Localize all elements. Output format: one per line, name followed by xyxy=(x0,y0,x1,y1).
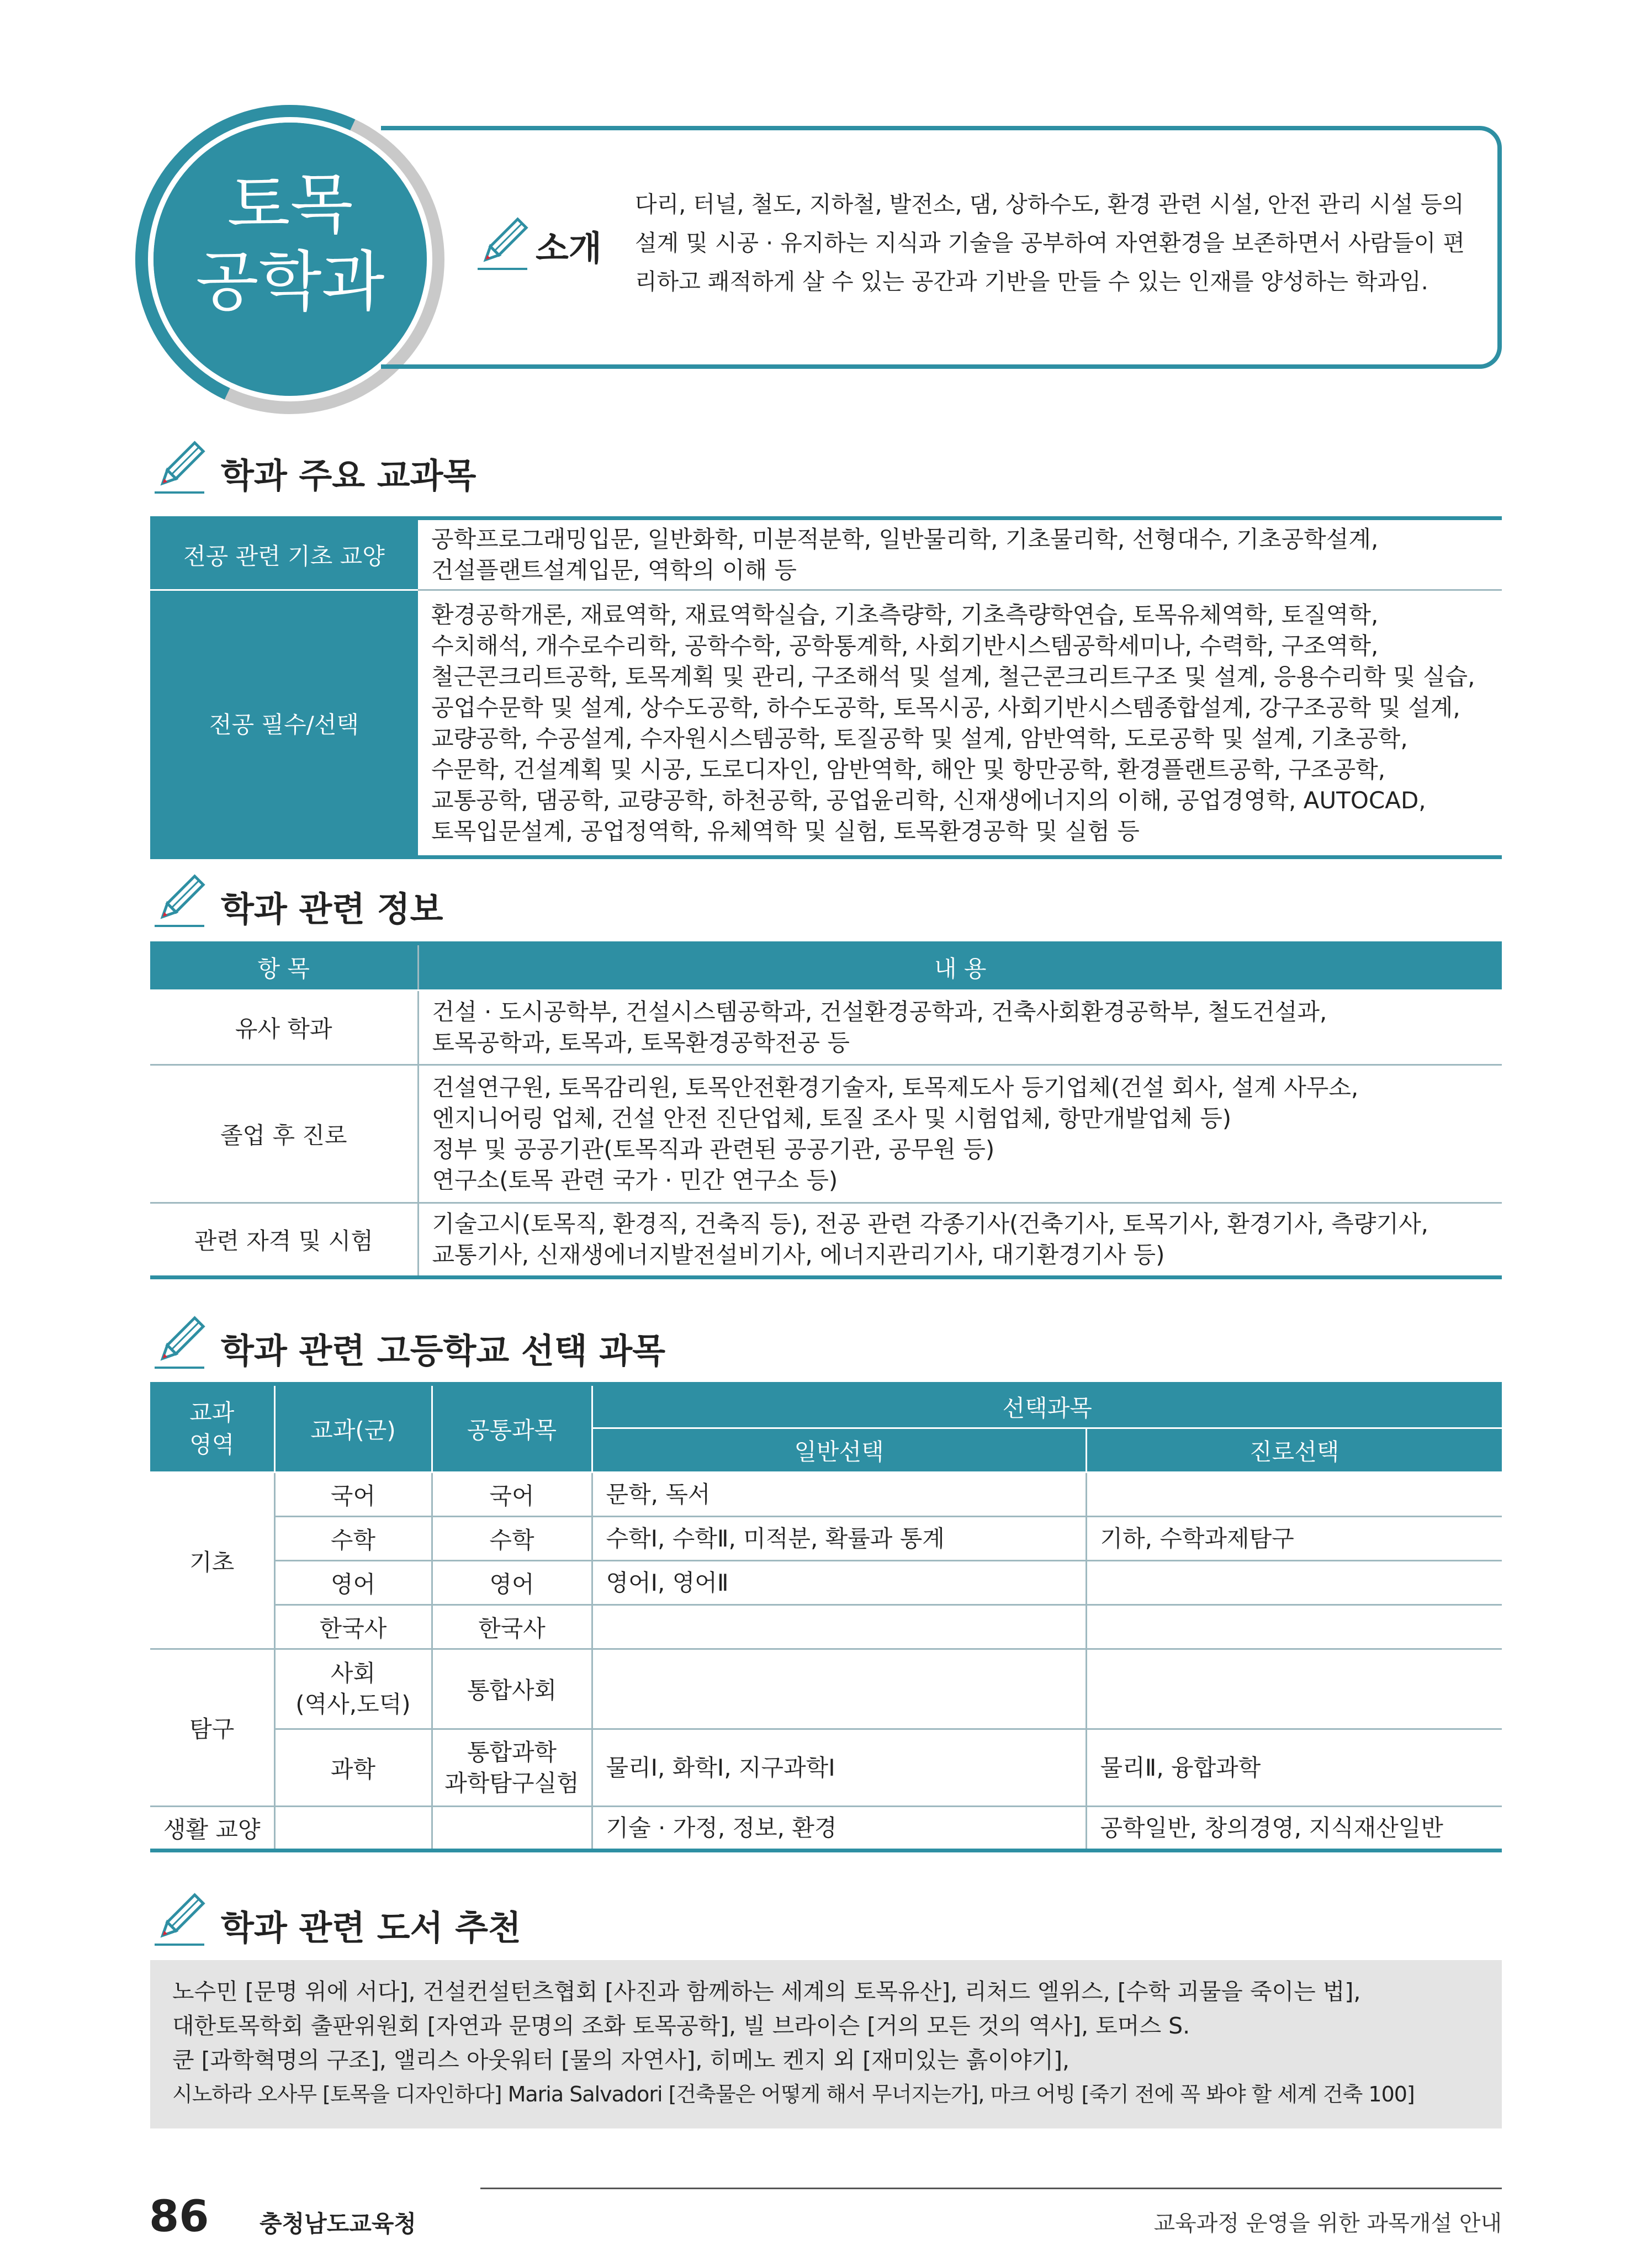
general-cell: 문학, 독서 xyxy=(592,1473,1086,1517)
group-cell: 과학 xyxy=(274,1729,432,1807)
group-cell: 사회 (역사,도덕) xyxy=(274,1649,432,1729)
table-row xyxy=(150,1473,1502,1517)
area-label: 탐구 xyxy=(150,1649,274,1807)
career-cell: 공학일반, 창의경영, 지식재산일반 xyxy=(1086,1807,1502,1851)
row-label: 전공 필수/선택 xyxy=(150,590,418,857)
general-cell: 수학Ⅰ, 수학Ⅱ, 미적분, 확률과 통계 xyxy=(592,1517,1086,1561)
table-row xyxy=(150,518,1502,590)
row-label: 유사 학과 xyxy=(150,991,418,1065)
career-cell: 물리Ⅱ, 융합과학 xyxy=(1086,1729,1502,1807)
row-label: 관련 자격 및 시험 xyxy=(150,1203,418,1278)
section-title: 학과 주요 교과목 xyxy=(221,456,476,496)
header-content: 내 용 xyxy=(418,944,1502,991)
intro-text: 다리, 터널, 철도, 지하철, 발전소, 댐, 상하수도, 환경 관련 시설, 안전 관리 시설 등의 설계 및 시공 · 유지하는 지식과 기술을 공부하여 자연환경을 보존하면서 사람들이 편리하고 쾌적하게 살 수 있는 공간과 기반을 만들 수 있는 인재를 양성하는 학과임. xyxy=(635,191,1465,295)
book-line: 노수민 [문명 위에 서다], 건설컨설턴츠협회 [사진과 함께하는 세계의 토목유산], 리처드 엘위스, [수학 괴물을 죽이는 법], xyxy=(172,1978,1361,2005)
row-label: 전공 관련 기초 교양 xyxy=(150,518,418,590)
major-courses-table xyxy=(150,516,1502,859)
general-cell xyxy=(592,1649,1086,1729)
header-item: 항 목 xyxy=(150,944,418,991)
pencil-icon xyxy=(149,1311,210,1374)
row-content: 건설 · 도시공학부, 건설시스템공학과, 건설환경공학과, 건축사회환경공학부, 철도건설과, 토목공학과, 토목과, 토목환경공학전공 등 xyxy=(418,991,1502,1065)
header-area: 교과 영역 xyxy=(150,1384,274,1473)
table-row xyxy=(150,1729,1502,1807)
table-row xyxy=(150,1605,1502,1649)
table-row xyxy=(150,1065,1502,1203)
hs-subjects-table xyxy=(150,1382,1502,1852)
pencil-icon xyxy=(149,436,210,499)
page-number: 86 xyxy=(149,2192,209,2242)
header-career: 진로선택 xyxy=(1086,1428,1502,1473)
career-cell xyxy=(1086,1649,1502,1729)
table-header-row xyxy=(150,944,1502,991)
publisher: 충청남도교육청 xyxy=(260,2210,417,2237)
row-label: 졸업 후 진로 xyxy=(150,1065,418,1203)
book-line: 쿤 [과학혁명의 구조], 앨리스 아웃워터 [물의 자연사], 히메노 켄지 외 [재미있는 흙이야기], xyxy=(172,2047,1070,2073)
footer-divider xyxy=(480,2188,1502,2189)
pencil-icon xyxy=(149,870,210,933)
row-content: 환경공학개론, 재료역학, 재료역학실습, 기초측량학, 기초측량학연습, 토목유체역학, 토질역학, 수치해석, 개수로수리학, 공학수학, 공학통계학, 사회기반시스템공학세미나, 수력학, 구조역학, 철근콘크리트공학, 토목계획 및 관리, 구조해석 및 설계, 철근콘크리트구조 및 설계, 응용수리학 및 실습, 공업수문학 및 설계, 상수도공학, 하수도공학, 토목시공, 사회기반시스템종합설계, 강구조공학 및 설계, 교량공학, 수공설계, 수자원시스템공학, 토질공학 및 설계, 암반역학, 도로공학 및 설계, 기초공학, 수문학, 건설계획 및 시공, 도로디자인, 암반역학, 해안 및 항만공학, 환경플랜트공학, 구조공학, 교통공학, 댐공학, 교량공학, 하천공학, 공업윤리학, 신재생에너지의 이해, 공업경영학, AUTOCAD, 토목입문설계, 공업정역학, 유체역학 및 실험, 토목환경공학 및 실험 등 xyxy=(418,590,1502,857)
table-row xyxy=(150,590,1502,857)
career-cell xyxy=(1086,1561,1502,1605)
group-cell: 수학 xyxy=(274,1517,432,1561)
general-cell: 기술 · 가정, 정보, 환경 xyxy=(592,1807,1086,1851)
pencil-icon xyxy=(149,1888,210,1951)
career-cell xyxy=(1086,1605,1502,1649)
common-cell: 수학 xyxy=(432,1517,592,1561)
table-row xyxy=(150,1203,1502,1278)
footer-title: 교육과정 운영을 위한 과목개설 안내 xyxy=(1153,2211,1502,2236)
common-cell: 통합과학 과학탐구실험 xyxy=(432,1729,592,1807)
common-cell xyxy=(432,1807,592,1851)
general-cell: 물리Ⅰ, 화학Ⅰ, 지구과학Ⅰ xyxy=(592,1729,1086,1807)
header-elective: 선택과목 xyxy=(592,1384,1502,1428)
intro-label: 소개 xyxy=(536,228,602,268)
header-group: 교과(군) xyxy=(274,1384,432,1473)
group-cell xyxy=(274,1807,432,1851)
general-cell xyxy=(592,1605,1086,1649)
area-label: 기초 xyxy=(150,1473,274,1649)
table-header-row xyxy=(150,1384,1502,1428)
common-cell: 통합사회 xyxy=(432,1649,592,1729)
pencil-icon xyxy=(472,213,533,276)
group-cell: 영어 xyxy=(274,1561,432,1605)
header-general: 일반선택 xyxy=(592,1428,1086,1473)
common-cell: 국어 xyxy=(432,1473,592,1517)
table-row xyxy=(150,991,1502,1065)
dept-info-table xyxy=(150,941,1502,1279)
book-line: 대한토목학회 출판위원회 [자연과 문명의 조화 토목공학], 빌 브라이슨 [거의 모든 것의 역사], 토머스 S. xyxy=(172,2013,1190,2039)
table-row xyxy=(150,1517,1502,1561)
table-row xyxy=(150,1561,1502,1605)
row-content: 기술고시(토목직, 환경직, 건축직 등), 전공 관련 각종기사(건축기사, 토목기사, 환경기사, 측량기사, 교통기사, 신재생에너지발전설비기사, 에너지관리기사, 대기환경기사 등) xyxy=(418,1203,1502,1278)
common-cell: 한국사 xyxy=(432,1605,592,1649)
section-title: 학과 관련 정보 xyxy=(221,889,443,929)
header-common: 공통과목 xyxy=(432,1384,592,1473)
book-line: 시노하라 오사무 [토목을 디자인하다] Maria Salvadori [건축물은 어떻게 해서 무너지는가], 마크 어빙 [죽기 전에 꼭 봐야 할 세계 건축 100] xyxy=(172,2082,1415,2106)
general-cell: 영어Ⅰ, 영어Ⅱ xyxy=(592,1561,1086,1605)
row-content: 건설연구원, 토목감리원, 토목안전환경기술자, 토목제도사 등기업체(건설 회사, 설계 사무소, 엔지니어링 업체, 건설 안전 진단업체, 토질 조사 및 시험업체, 항만개발업체 등) 정부 및 공공기관(토목직과 관련된 공공기관, 공무원 등) 연구소(토목 관련 국가 · 민간 연구소 등) xyxy=(418,1065,1502,1203)
table-row xyxy=(150,1807,1502,1851)
dept-title-line2: 공학과 xyxy=(195,243,385,320)
career-cell: 기하, 수학과제탐구 xyxy=(1086,1517,1502,1561)
group-cell: 한국사 xyxy=(274,1605,432,1649)
common-cell: 영어 xyxy=(432,1561,592,1605)
row-content: 공학프로그래밍입문, 일반화학, 미분적분학, 일반물리학, 기초물리학, 선형대수, 기초공학설계, 건설플랜트설계입문, 역학의 이해 등 xyxy=(418,518,1502,590)
area-label: 생활 교양 xyxy=(150,1807,274,1851)
dept-title-line1: 토목 xyxy=(227,166,353,242)
table-row xyxy=(150,1649,1502,1729)
group-cell: 국어 xyxy=(274,1473,432,1517)
career-cell xyxy=(1086,1473,1502,1517)
section-title: 학과 관련 고등학교 선택 과목 xyxy=(221,1331,666,1371)
book-recommendations xyxy=(150,1960,1502,2128)
section-title: 학과 관련 도서 추천 xyxy=(221,1908,521,1948)
